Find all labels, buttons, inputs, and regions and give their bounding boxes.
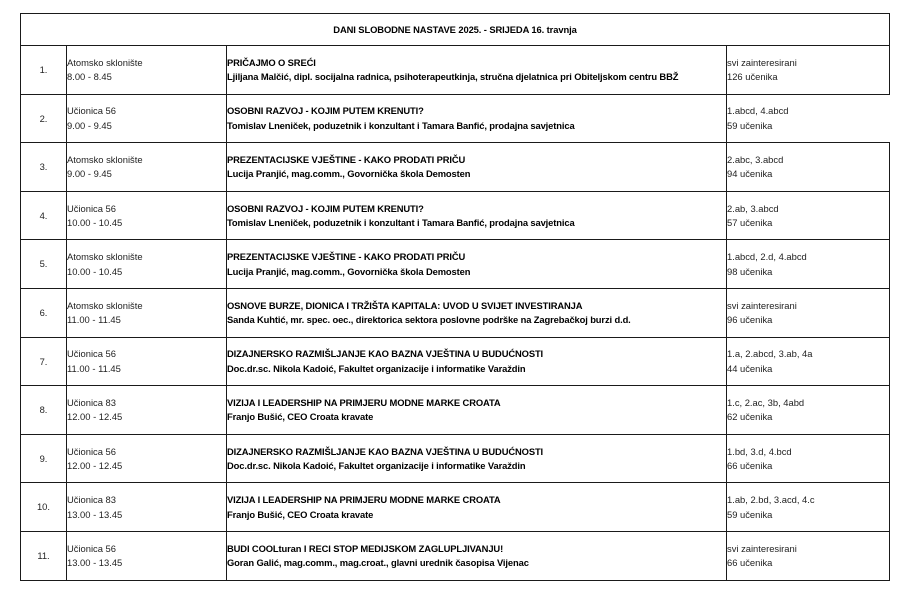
location: Učionica 56: [67, 105, 116, 117]
speaker: Sanda Kuhtić, mr. spec. oec., direktorica sektora poslovne podrške na Zagrebačkoj burzi d.d.: [227, 314, 631, 326]
location: Učionica 56: [67, 348, 116, 360]
table-row: [21, 483, 890, 532]
row-number: 3.: [21, 143, 67, 192]
schedule-table: [20, 13, 890, 581]
schedule-sheet: [20, 13, 889, 581]
audience-cell: [727, 434, 890, 483]
topic-title: OSOBNI RAZVOJ - KOJIM PUTEM KRENUTI?: [227, 105, 424, 117]
audience-cell: [727, 143, 890, 192]
table-row: [21, 386, 890, 435]
student-count: 62 učenika: [727, 411, 773, 423]
audience-cell: [727, 337, 890, 386]
classes: 1.abcd, 4.abcd: [727, 105, 789, 117]
classes: svi zainteresirani: [727, 542, 797, 554]
location-time-cell: [67, 531, 227, 580]
time-slot: 10.00 - 10.45: [67, 265, 123, 277]
topic-title: PREZENTACIJSKE VJEŠTINE - KAKO PRODATI PRIČU: [227, 251, 466, 263]
speaker: Tomislav Lneniček, poduzetnik i konzultant i Tamara Banfić, prodajna savjetnica: [227, 119, 575, 131]
classes: 1.c, 2.ac, 3b, 4abd: [727, 396, 805, 408]
speaker: Doc.dr.sc. Nikola Kadoić, Fakultet organizacije i informatike Varaždin: [227, 362, 526, 374]
audience-cell: [727, 240, 890, 289]
time-slot: 9.00 - 9.45: [67, 119, 112, 131]
student-count: 66 učenika: [727, 460, 773, 472]
student-count: 96 učenika: [727, 314, 773, 326]
document-title: DANI SLOBODNE NASTAVE 2025. - SRIJEDA 16. travnja: [21, 14, 890, 46]
audience-cell: [727, 288, 890, 337]
audience-cell: [727, 191, 890, 240]
location-time-cell: [67, 191, 227, 240]
location: Učionica 56: [67, 202, 116, 214]
speaker: Tomislav Lneniček, poduzetnik i konzultant i Tamara Banfić, prodajna savjetnica: [227, 217, 575, 229]
topic-cell: [227, 531, 727, 580]
speaker: Lucija Pranjić, mag.comm., Govornička škola Demosten: [227, 265, 471, 277]
row-number: 11.: [21, 531, 67, 580]
speaker: Franjo Bušić, CEO Croata kravate: [227, 508, 374, 520]
topic-cell: [227, 143, 727, 192]
location: Učionica 83: [67, 396, 116, 408]
location: Atomsko sklonište: [67, 299, 143, 311]
topic-title: OSNOVE BURZE, DIONICA I TRŽIŠTA KAPITALA: UVOD U SVIJET INVESTIRANJA: [227, 299, 583, 311]
classes: svi zainteresirani: [727, 299, 797, 311]
topic-cell: [227, 240, 727, 289]
topic-title: VIZIJA I LEADERSHIP NA PRIMJERU MODNE MARKE CROATA: [227, 494, 501, 506]
location: Učionica 83: [67, 494, 116, 506]
table-row: [21, 191, 890, 240]
student-count: 98 učenika: [727, 265, 773, 277]
audience-cell: [727, 483, 890, 532]
location: Učionica 56: [67, 542, 116, 554]
topic-cell: [227, 46, 727, 95]
student-count: 66 učenika: [727, 557, 773, 569]
time-slot: 8.00 - 8.45: [67, 71, 112, 83]
time-slot: 11.00 - 11.45: [67, 362, 121, 374]
student-count: 59 učenika: [727, 119, 773, 131]
speaker: Doc.dr.sc. Nikola Kadoić, Fakultet organizacije i informatike Varaždin: [227, 460, 526, 472]
topic-cell: [227, 337, 727, 386]
location: Atomsko sklonište: [67, 251, 143, 263]
row-number: 10.: [21, 483, 67, 532]
location-time-cell: [67, 46, 227, 95]
location: Atomsko sklonište: [67, 153, 143, 165]
topic-cell: [227, 94, 727, 143]
location-time-cell: [67, 386, 227, 435]
table-row: [21, 46, 890, 95]
table-row: [21, 531, 890, 580]
classes: 2.ab, 3.abcd: [727, 202, 779, 214]
location-time-cell: [67, 288, 227, 337]
location-time-cell: [67, 94, 227, 143]
student-count: 126 učenika: [727, 71, 778, 83]
classes: 2.abc, 3.abcd: [727, 153, 784, 165]
student-count: 59 učenika: [727, 508, 773, 520]
row-number: 8.: [21, 386, 67, 435]
classes: 1.ab, 2.bd, 3.acd, 4.c: [727, 494, 815, 506]
topic-cell: [227, 288, 727, 337]
classes: svi zainteresirani: [727, 56, 797, 68]
location-time-cell: [67, 483, 227, 532]
audience-cell: [727, 46, 890, 95]
table-row: [21, 288, 890, 337]
topic-title: DIZAJNERSKO RAZMIŠLJANJE KAO BAZNA VJEŠTINA U BUDUĆNOSTI: [227, 348, 544, 360]
audience-cell: [727, 531, 890, 580]
student-count: 94 učenika: [727, 168, 773, 180]
topic-title: VIZIJA I LEADERSHIP NA PRIMJERU MODNE MARKE CROATA: [227, 396, 501, 408]
row-number: 2.: [21, 94, 67, 143]
row-number: 5.: [21, 240, 67, 289]
title-row: [21, 14, 890, 46]
audience-cell: [727, 94, 890, 143]
table-row: [21, 434, 890, 483]
table-row: [21, 143, 890, 192]
time-slot: 12.00 - 12.45: [67, 411, 123, 423]
speaker: Goran Galić, mag.comm., mag.croat., glavni urednik časopisa Vijenac: [227, 557, 529, 569]
topic-cell: [227, 386, 727, 435]
location-time-cell: [67, 143, 227, 192]
topic-title: DIZAJNERSKO RAZMIŠLJANJE KAO BAZNA VJEŠTINA U BUDUĆNOSTI: [227, 445, 544, 457]
topic-cell: [227, 434, 727, 483]
topic-cell: [227, 483, 727, 532]
speaker: Ljiljana Malčić, dipl. socijalna radnica, psihoterapeutkinja, stručna djelatnica pri Obiteljskom centru BBŽ: [227, 71, 679, 83]
location: Atomsko sklonište: [67, 56, 143, 68]
time-slot: 10.00 - 10.45: [67, 217, 123, 229]
topic-title: BUDI COOLturan I RECI STOP MEDIJSKOM ZAGLUPLJIVANJU!: [227, 542, 504, 554]
location-time-cell: [67, 434, 227, 483]
speaker: Franjo Bušić, CEO Croata kravate: [227, 411, 374, 423]
table-row: [21, 94, 890, 143]
speaker: Lucija Pranjić, mag.comm., Govornička škola Demosten: [227, 168, 471, 180]
classes: 1.a, 2.abcd, 3.ab, 4a: [727, 348, 813, 360]
audience-cell: [727, 386, 890, 435]
time-slot: 9.00 - 9.45: [67, 168, 112, 180]
table-row: [21, 240, 890, 289]
topic-title: OSOBNI RAZVOJ - KOJIM PUTEM KRENUTI?: [227, 202, 424, 214]
location: Učionica 56: [67, 445, 116, 457]
table-row: [21, 337, 890, 386]
location-time-cell: [67, 240, 227, 289]
student-count: 57 učenika: [727, 217, 773, 229]
row-number: 9.: [21, 434, 67, 483]
location-time-cell: [67, 337, 227, 386]
student-count: 44 učenika: [727, 362, 773, 374]
row-number: 6.: [21, 288, 67, 337]
classes: 1.bd, 3.d, 4.bcd: [727, 445, 792, 457]
topic-title: PRIČAJMO O SREĆI: [227, 56, 316, 68]
row-number: 7.: [21, 337, 67, 386]
row-number: 1.: [21, 46, 67, 95]
time-slot: 13.00 - 13.45: [67, 557, 123, 569]
time-slot: 13.00 - 13.45: [67, 508, 123, 520]
time-slot: 12.00 - 12.45: [67, 460, 123, 472]
time-slot: 11.00 - 11.45: [67, 314, 121, 326]
row-number: 4.: [21, 191, 67, 240]
classes: 1.abcd, 2.d, 4.abcd: [727, 251, 807, 263]
topic-cell: [227, 191, 727, 240]
topic-title: PREZENTACIJSKE VJEŠTINE - KAKO PRODATI PRIČU: [227, 153, 466, 165]
